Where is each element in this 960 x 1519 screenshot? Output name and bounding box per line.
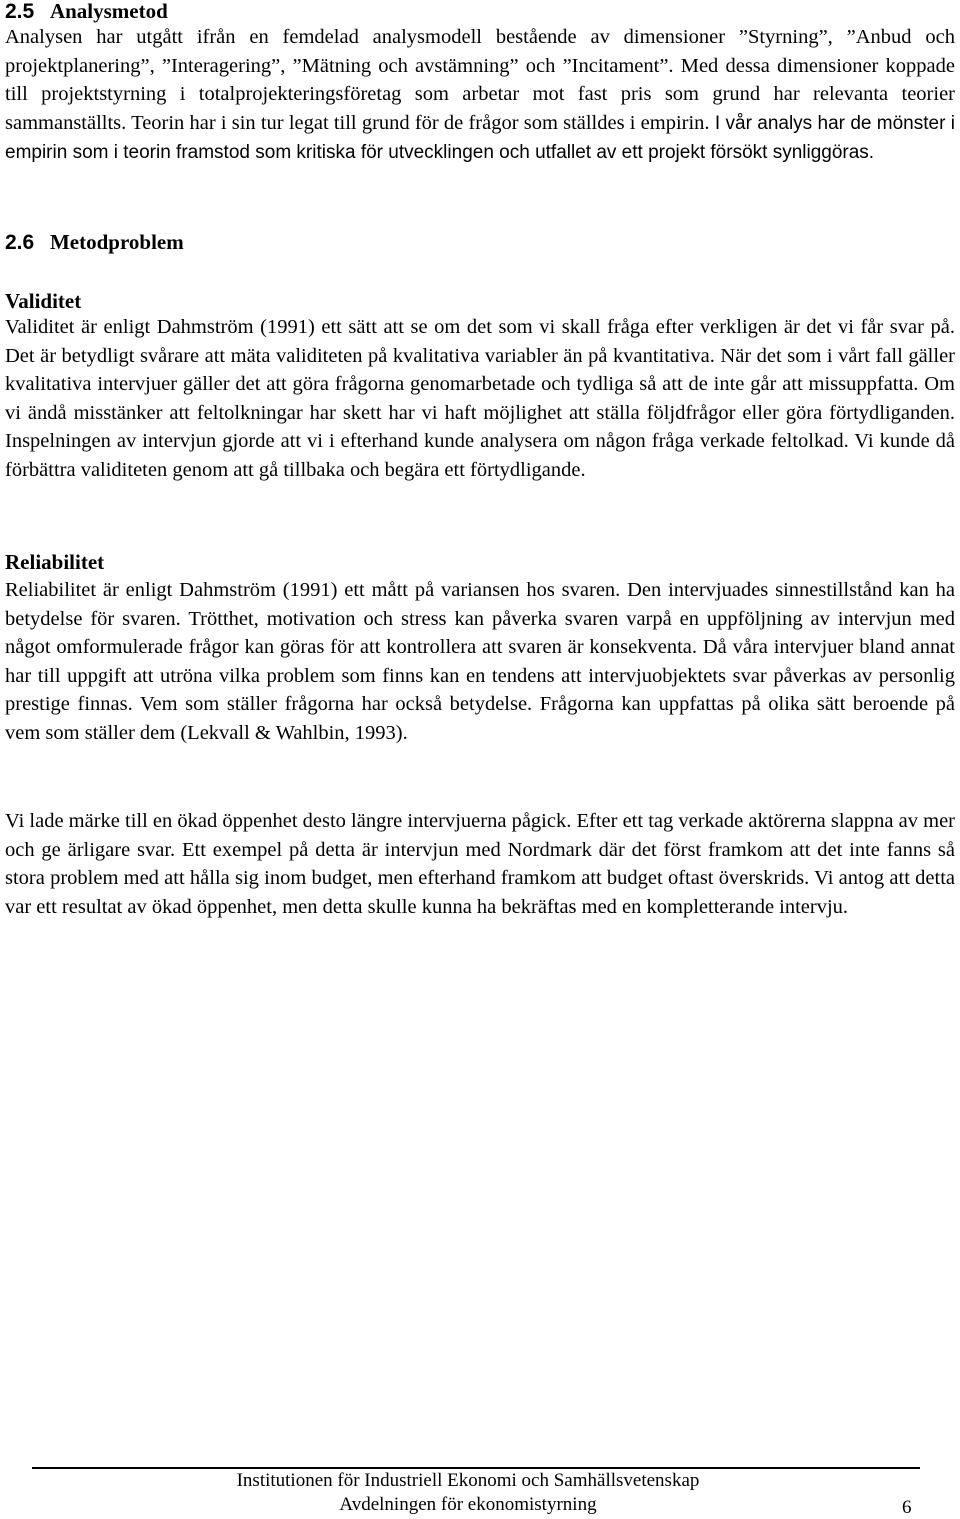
section-heading-metodproblem bbox=[5, 228, 184, 257]
section-number: 2.6 bbox=[5, 231, 35, 254]
page-number: 6 bbox=[902, 1497, 912, 1518]
section-number: 2.5 bbox=[5, 0, 35, 23]
analysmetod-paragraph bbox=[5, 23, 955, 168]
analysmetod-text-continued: I vår analys har de mönster i empirin som i teorin framstod som kritiska för utvecklingen och utfallet av ett projekt försökt synliggöras. bbox=[5, 112, 955, 164]
footer-institution: Institutionen för Industriell Ekonomi och Samhällsvetenskap bbox=[236, 1470, 700, 1491]
observation-paragraph: Vi lade märke till en ökad öppenhet desto längre intervjuerna pågick. Efter ett tag verkade aktörerna slappna av mer och ge ärligare svar. Ett exempel på detta är intervjun med Nordmark där det först framkom att det inte fanns så stora problem med att hålla sig inom budget, men efterhand framkom att budget oftast överskrids. Vi antog att detta var ett resultat av ökad öppenhet, men detta skulle kunna ha bekräftas med en kompletterande intervju. bbox=[5, 810, 955, 918]
footer-department: Avdelningen för ekonomistyrning bbox=[339, 1494, 597, 1515]
section-title: Analysmetod bbox=[49, 0, 168, 23]
analysmetod-text: Analysen har utgått ifrån en femdelad analysmodell bestående av dimensioner ”Styrning”, ”Anbud och projektplanering”, ”Interagering”, ”Mätning och avstämning” och ”Incitament”. Med dessa dimensioner koppade till projektstyrning i totalprojekteringsföretag som arbetar mot fast pris som grund har relevanta teorier sammanställts. Teorin har i sin tur legat till grund för de frågor som ställdes i empirin. bbox=[5, 26, 955, 134]
reliabilitet-paragraph: Reliabilitet är enligt Dahmström (1991) ett mått på variansen hos svaren. Den intervjuades sinnestillstånd kan ha betydelse för svaren. Trötthet, motivation och stress kan påverka svaren varpå en uppföljning av intervjun med något omformulerade frågor kan göras för att kontrollera att svaren är konsekventa. Då våra intervjuer bland annat har till uppgift att utröna vilka problem som finns kan en tendens att intervjuobjektets svar påverkas av personlig prestige finnas. Vem som ställer frågorna har också betydelse. Frågorna kan uppfattas på olika sätt beroende på vem som ställer dem (Lekvall & Wahlbin, 1993). bbox=[5, 579, 955, 744]
subheading-validitet: Validitet bbox=[5, 289, 82, 313]
validitet-paragraph: Validitet är enligt Dahmström (1991) ett sätt att se om det som vi skall fråga efter verkligen är det vi får svar på. Det är betydligt svårare att mäta validiteten på kvalitativa variabler än på kvantitativa. När det som i vårt fall gäller kvalitativa intervjuer gäller det att göra frågorna genomarbetade och tydliga så att de inte går att missuppfatta. Om vi ändå misstänker att feltolkningar har skett har vi haft möjlighet att ställa följdfrågor eller göra förtydliganden. Inspelningen av intervjun gjorde att vi i efterhand kunde analysera om någon fråga verkade feltolkad. Vi kunde då förbättra validiteten genom att gå tillbaka och begära ett förtydligande. bbox=[5, 316, 955, 481]
subheading-reliabilitet: Reliabilitet bbox=[5, 550, 105, 574]
section-title: Metodproblem bbox=[49, 230, 184, 254]
